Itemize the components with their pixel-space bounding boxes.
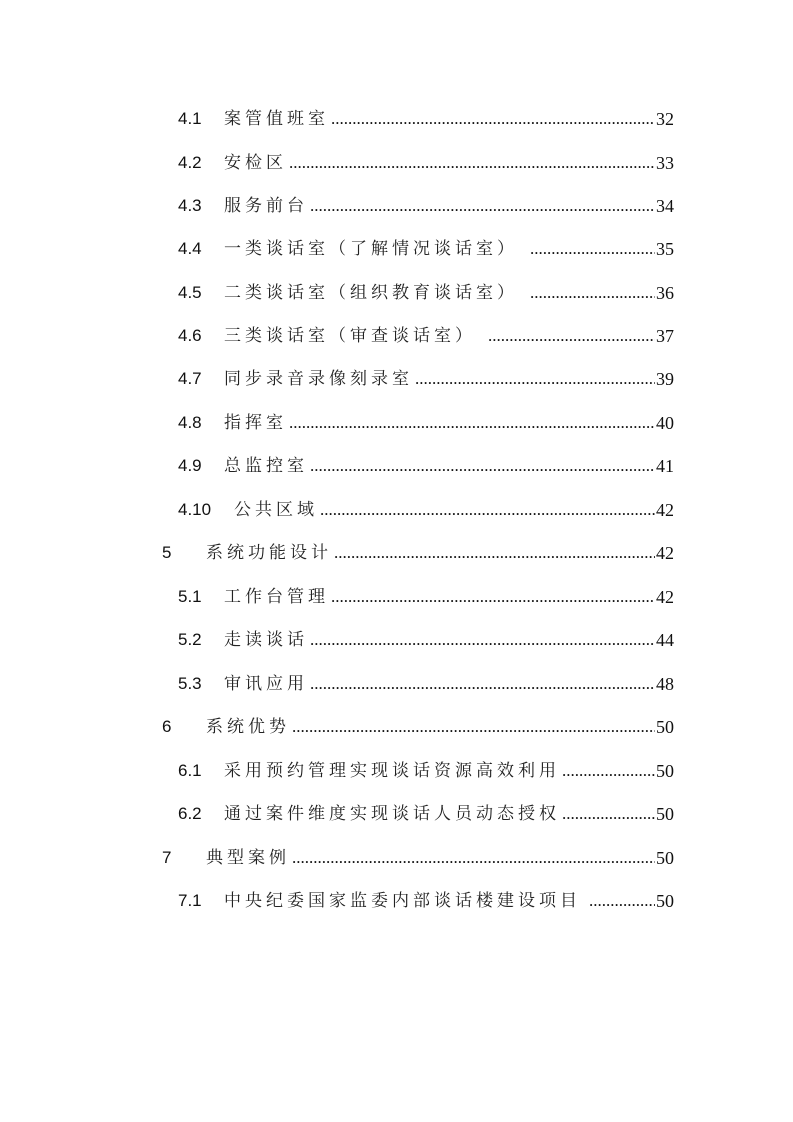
toc-entry[interactable] [178,410,674,436]
toc-entry[interactable] [178,453,674,479]
toc-entry-title: 走读谈话 [224,630,308,650]
dot-leader [289,410,655,436]
toc-entry[interactable] [178,758,674,784]
toc-entry-page: 42 [656,500,674,520]
toc-entry-number: 4.1 [178,109,202,128]
toc-entry[interactable] [178,236,674,262]
toc-entry-title: 审讯应用 [224,674,308,694]
toc-entry-title: 总监控室 [224,456,308,476]
toc-entry-title: 公共区域 [234,500,318,520]
toc-entry-title: 安检区 [224,153,287,173]
toc-entry-page: 37 [656,326,674,346]
toc-entry-page: 50 [656,848,674,868]
toc-entry-page: 41 [656,456,674,476]
toc-entry-page: 33 [656,153,674,173]
toc-entry-page: 40 [656,413,674,433]
toc-entry-title: 通过案件维度实现谈话人员动态授权 [224,804,560,824]
dot-leader [562,801,655,827]
toc-entry-title: 典型案例 [206,848,290,868]
toc-entry-title: 工作台管理 [224,587,329,607]
toc-entry-page: 50 [656,804,674,824]
toc-entry-number: 6 [162,717,172,736]
toc-entry-page: 42 [656,587,674,607]
toc-entry-number: 7 [162,848,172,867]
toc-entry-number: 6.2 [178,804,202,823]
toc-entry-page: 35 [656,239,674,259]
toc-entry-number: 7.1 [178,891,202,910]
toc-entry-number: 4.6 [178,326,202,345]
toc-entry-page: 32 [656,109,674,129]
toc-entry-title: 采用预约管理实现谈话资源高效利用 [224,761,560,781]
toc-entry-number: 4.3 [178,196,202,215]
toc-entry-title: 指挥室 [224,413,287,433]
dot-leader [320,497,655,523]
toc-entry-number: 4.7 [178,369,202,388]
toc-entry-page: 50 [656,891,674,911]
dot-leader [331,106,655,132]
toc-entry-page: 34 [656,196,674,216]
toc-entry[interactable] [178,888,674,914]
toc-entry[interactable] [178,366,674,392]
dot-leader [310,627,655,653]
toc-entry-page: 44 [656,630,674,650]
toc-entry-title: 二类谈话室（组织教育谈话室） [224,283,518,303]
toc-entry-title: 案管值班室 [224,109,329,129]
toc-entry[interactable] [178,584,674,610]
toc-entry-number: 4.10 [178,500,212,519]
toc-entry[interactable] [178,801,674,827]
dot-leader [530,236,655,262]
dot-leader [310,193,655,219]
toc-entry[interactable] [178,497,674,523]
toc-entry-number: 4.9 [178,456,202,475]
dot-leader [292,714,655,740]
toc-entry-title: 系统优势 [206,717,290,737]
toc-entry-title: 同步录音录像刻录室 [224,369,413,389]
toc-entry[interactable] [178,280,674,306]
toc-entry[interactable] [162,845,674,871]
toc-entry-number: 5.2 [178,630,202,649]
toc-entry-page: 36 [656,283,674,303]
toc-entry-page: 48 [656,674,674,694]
dot-leader [310,671,655,697]
dot-leader [589,888,655,914]
toc-entry-number: 4.8 [178,413,202,432]
dot-leader [530,280,655,306]
dot-leader [310,453,655,479]
toc-entry-title: 中央纪委国家监委内部谈话楼建设项目 [224,891,581,911]
dot-leader [331,584,655,610]
toc-entry-number: 5 [162,543,172,562]
toc-entry-page: 42 [656,543,674,563]
toc-entry-number: 4.2 [178,153,202,172]
dot-leader [292,845,655,871]
toc-entry[interactable] [178,627,674,653]
toc-entry[interactable] [178,323,674,349]
toc-entry-number: 5.1 [178,587,202,606]
toc-entry-number: 4.5 [178,283,202,302]
dot-leader [334,540,655,566]
toc-entry-title: 三类谈话室（审查谈话室） [224,326,476,346]
toc-entry[interactable] [162,540,674,566]
toc-entry-number: 5.3 [178,674,202,693]
toc-entry-page: 39 [656,369,674,389]
toc-entry-number: 6.1 [178,761,202,780]
dot-leader [488,323,655,349]
toc-entry-title: 一类谈话室（了解情况谈话室） [224,239,518,259]
toc-entry[interactable] [162,714,674,740]
dot-leader [562,758,655,784]
toc-entry-number: 4.4 [178,239,202,258]
dot-leader [415,366,655,392]
toc-entry-page: 50 [656,761,674,781]
toc-entry[interactable] [178,671,674,697]
toc-entry-page: 50 [656,717,674,737]
toc-entry[interactable] [178,193,674,219]
toc-entry[interactable] [178,150,674,176]
toc-entry[interactable] [178,106,674,132]
dot-leader [289,150,655,176]
toc-entry-title: 系统功能设计 [206,543,332,563]
toc-entry-title: 服务前台 [224,196,308,216]
